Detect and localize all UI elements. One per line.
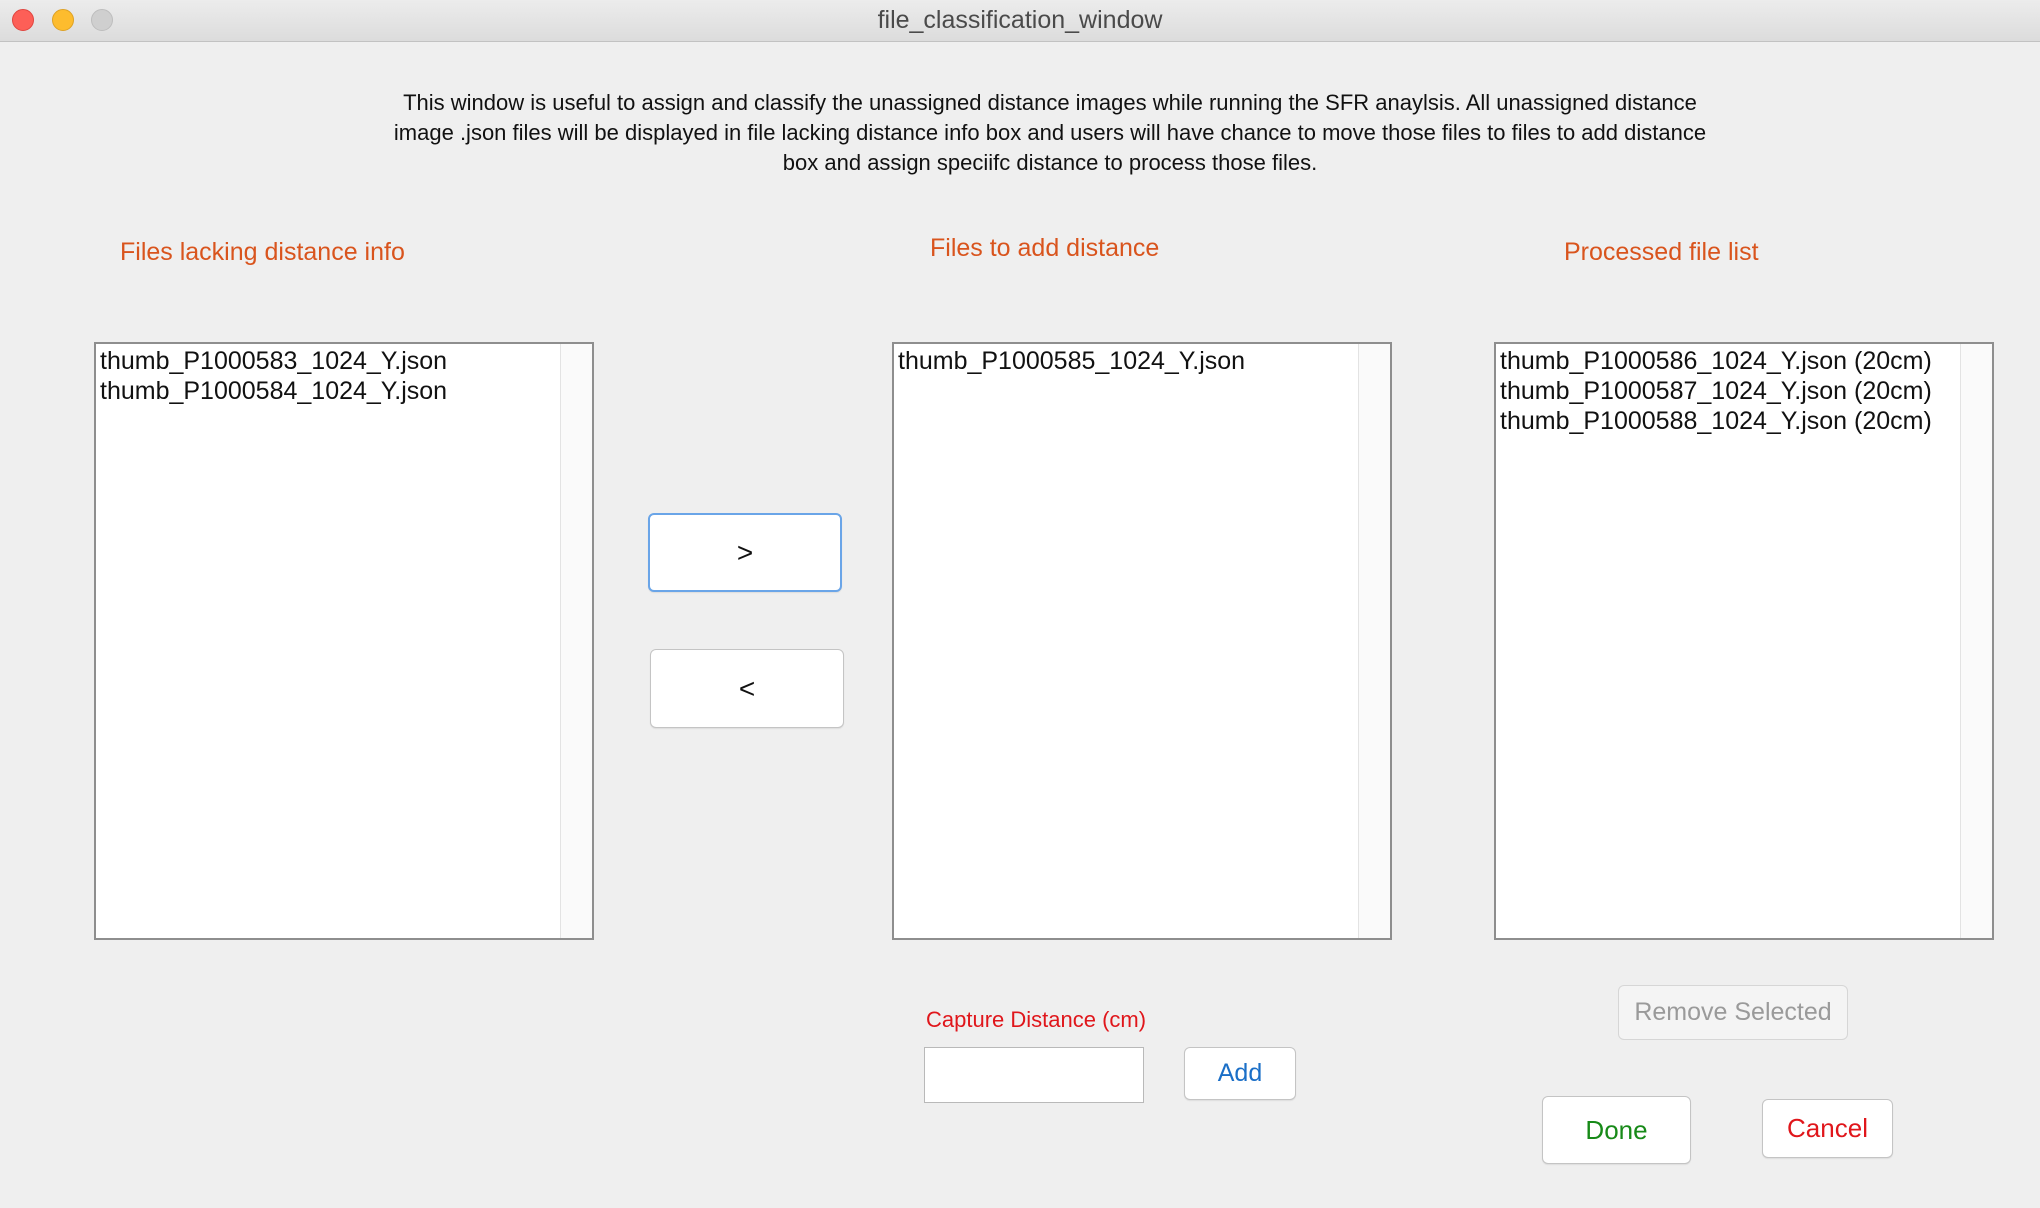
files-to-add-items — [898, 346, 1356, 376]
description-text: This window is useful to assign and classify the unassigned distance images while running the SFR anaylsis. All unassigned distance image .json files will be displayed in file lacking distance info box and users will have chance to move those files to files to add distance box and assign speciifc distance to process those files. — [393, 90, 1707, 175]
move-left-button[interactable]: < — [650, 649, 844, 728]
processed-files-listbox[interactable] — [1494, 342, 1994, 940]
vertical-scrollbar[interactable] — [1358, 344, 1390, 938]
capture-distance-input[interactable] — [924, 1047, 1144, 1103]
list-item[interactable]: thumb_P1000583_1024_Y.json — [100, 347, 448, 375]
list-item[interactable]: thumb_P1000585_1024_Y.json — [898, 347, 1246, 375]
window-title: file_classification_window — [877, 6, 1163, 34]
files-lacking-label: Files lacking distance info — [120, 238, 405, 266]
remove-selected-button[interactable]: Remove Selected — [1618, 985, 1848, 1040]
add-button[interactable]: Add — [1184, 1047, 1296, 1100]
cancel-button[interactable]: Cancel — [1762, 1099, 1893, 1158]
files-to-add-label: Files to add distance — [930, 234, 1160, 262]
files-lacking-listbox[interactable] — [94, 342, 594, 940]
files-to-add-listbox[interactable] — [892, 342, 1392, 940]
vertical-scrollbar[interactable] — [560, 344, 592, 938]
capture-distance-label: Capture Distance (cm) — [926, 1007, 1147, 1032]
title-bar[interactable] — [0, 0, 2040, 42]
list-item[interactable]: thumb_P1000586_1024_Y.json (20cm) — [1500, 347, 1932, 375]
vertical-scrollbar[interactable] — [1960, 344, 1992, 938]
list-item[interactable]: thumb_P1000587_1024_Y.json (20cm) — [1500, 377, 1932, 405]
done-button[interactable]: Done — [1542, 1096, 1691, 1164]
list-item[interactable]: thumb_P1000588_1024_Y.json (20cm) — [1500, 407, 1932, 435]
processed-files-items — [1500, 346, 1958, 436]
processed-files-label: Processed file list — [1564, 238, 1759, 266]
move-right-button[interactable]: > — [648, 513, 842, 592]
files-lacking-items — [100, 346, 558, 406]
list-item[interactable]: thumb_P1000584_1024_Y.json — [100, 377, 448, 405]
